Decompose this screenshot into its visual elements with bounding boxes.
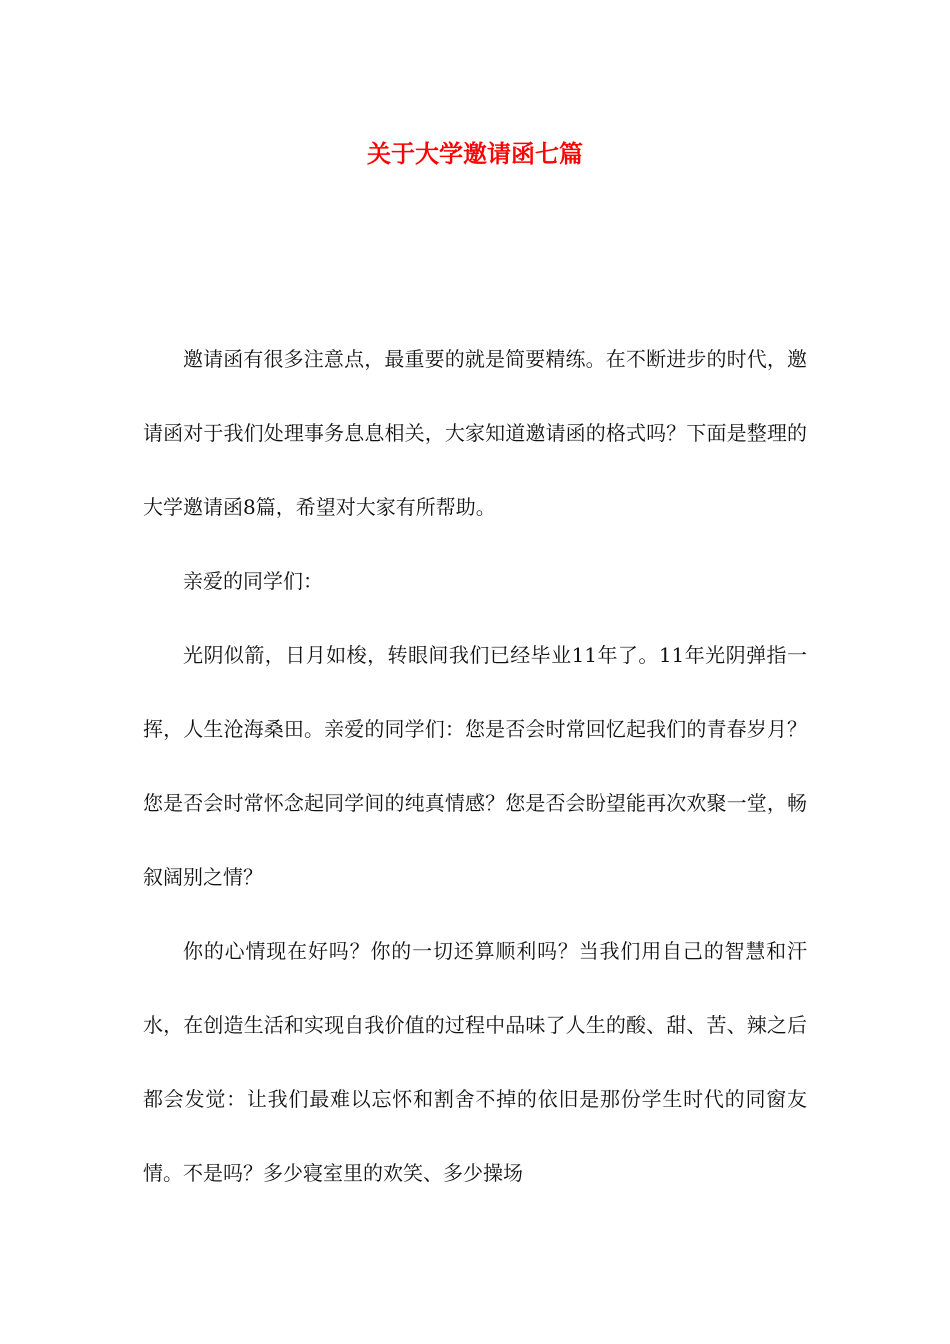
paragraph-salutation: 亲爱的同学们： [183,569,323,593]
paragraph-intro: 邀请函有很多注意点，最重要的就是简要精练。在不断进步的时代，邀请函对于我们处理事务息息相关，大家知道邀请函的格式吗？下面是整理的大学邀请函8篇，希望对大家有所帮助。 [143,347,807,519]
paragraph-friendship: 你的心情现在好吗？你的一切还算顺利吗？当我们用自己的智慧和汗水，在创造生活和实现自我价值的过程中品味了人生的酸、甜、苦、辣之后都会发觉：让我们最难以忘怀和割舍不掉的依旧是那份学生时代的同窗友情。不是吗？多少寝室里的欢笑、多少操场 [143,939,807,1185]
page-title: 关于大学邀请函七篇 [367,139,583,168]
document-body [143,322,807,1210]
paragraph-time-flies: 光阴似箭，日月如梭，转眼间我们已经毕业11年了。11年光阴弹指一挥，人生沧海桑田。亲爱的同学们：您是否会时常回忆起我们的青春岁月？您是否会时常怀念起同学间的纯真情感？您是否会盼望能再次欢聚一堂，畅叙阔别之情？ [143,643,807,889]
